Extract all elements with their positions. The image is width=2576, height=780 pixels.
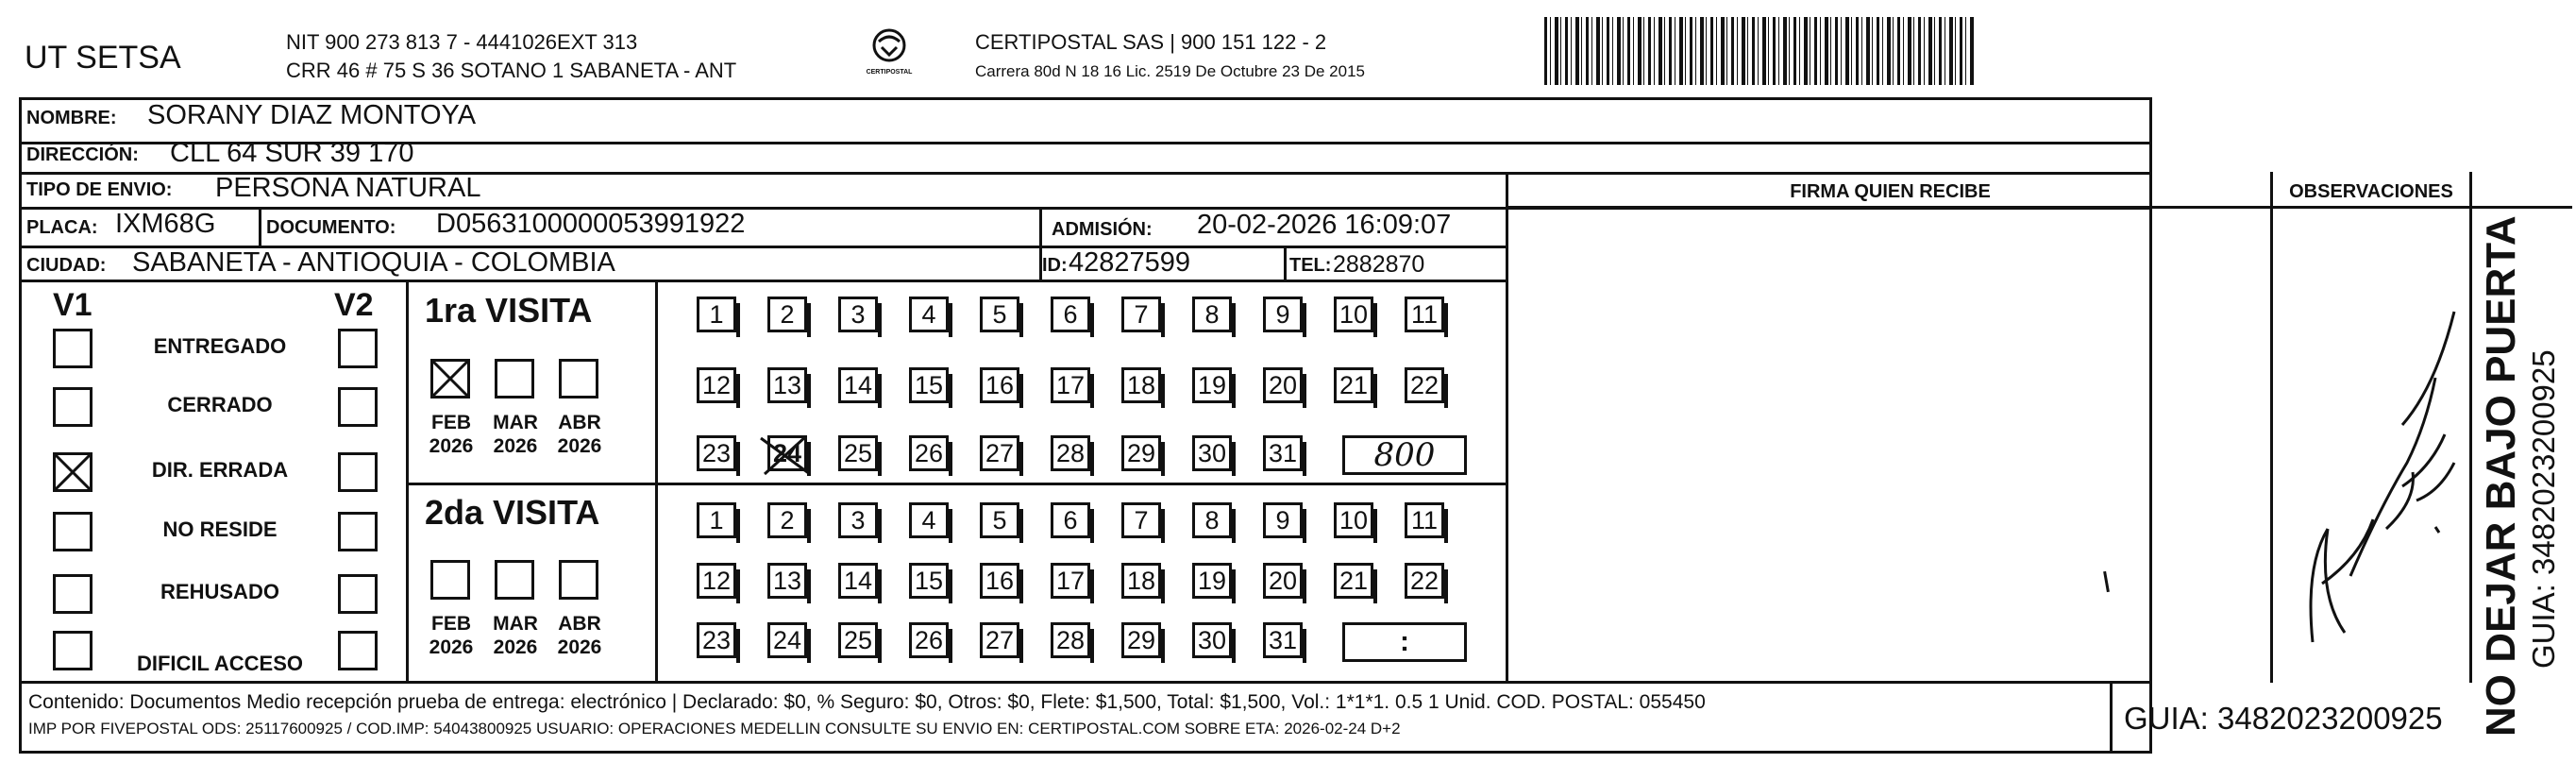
visit1-month-label bbox=[549, 411, 610, 458]
x-mark-icon bbox=[52, 451, 93, 493]
visit1-day-box[interactable]: 24 bbox=[767, 435, 807, 471]
status-v1-checkbox[interactable] bbox=[53, 329, 93, 368]
visit2-day-box[interactable]: 26 bbox=[909, 622, 949, 658]
footer-imp: IMP POR FIVEPOSTAL ODS: 25117600925 / COD.IMP: 54043800925 USUARIO: OPERACIONES MEDELLIN CONSULTE SU ENVIO EN: CERTIPOSTAL.COM SOBRE ETA: 2026-02-24 D+2 bbox=[28, 720, 1401, 738]
id-value: 42827599 bbox=[1069, 247, 1191, 278]
status-option-label: DIR. ERRADA bbox=[151, 458, 289, 482]
ciudad-value: SABANETA - ANTIOQUIA - COLOMBIA bbox=[132, 247, 615, 278]
ciudad-label: CIUDAD: bbox=[26, 255, 107, 276]
company-name: UT SETSA bbox=[25, 40, 181, 76]
visit1-day-box[interactable]: 22 bbox=[1405, 367, 1444, 403]
firma-label: FIRMA QUIEN RECIBE bbox=[1790, 181, 1991, 202]
status-option-label: CERRADO bbox=[167, 393, 273, 416]
visit2-month-label bbox=[421, 612, 481, 659]
visit1-hour-box bbox=[1342, 435, 1467, 475]
certipostal-license: Carrera 80d N 18 16 Lic. 2519 De Octubre 23 De 2015 bbox=[975, 62, 1365, 80]
visit2-day-box[interactable]: 7 bbox=[1121, 502, 1161, 538]
id-label: ID: bbox=[1042, 255, 1068, 276]
visit2-day-box[interactable]: 5 bbox=[980, 502, 1019, 538]
visit2-day-box[interactable]: 16 bbox=[980, 563, 1019, 599]
visit1-day-box[interactable]: 12 bbox=[697, 367, 736, 403]
visit2-month-checkbox[interactable] bbox=[559, 560, 598, 600]
nombre-label: NOMBRE: bbox=[26, 108, 117, 128]
visit1-month-year: 2026 bbox=[429, 435, 474, 457]
visit1-month-year: 2026 bbox=[493, 435, 538, 457]
visit1-day-box[interactable]: 4 bbox=[909, 297, 949, 332]
visit2-hour-box bbox=[1342, 622, 1467, 662]
tipo-envio-label: TIPO DE ENVIO: bbox=[26, 179, 173, 200]
visit2-day-box[interactable]: 31 bbox=[1263, 622, 1303, 658]
visit1-day-box[interactable]: 26 bbox=[909, 435, 949, 471]
visit1-day-box[interactable]: 5 bbox=[980, 297, 1019, 332]
status-v2-checkbox[interactable] bbox=[338, 452, 378, 492]
visit2-day-box[interactable]: 6 bbox=[1051, 502, 1090, 538]
barcode bbox=[1544, 17, 1974, 85]
visit2-day-box[interactable]: 13 bbox=[767, 563, 807, 599]
visit2-day-box[interactable]: 2 bbox=[767, 502, 807, 538]
visit2-day-box[interactable]: 10 bbox=[1334, 502, 1373, 538]
company-nit: NIT 900 273 813 7 - 4441026EXT 313 bbox=[286, 30, 638, 54]
visit2-month-label bbox=[549, 612, 610, 659]
visit1-day-box[interactable]: 25 bbox=[838, 435, 878, 471]
visit2-day-box[interactable]: 29 bbox=[1121, 622, 1161, 658]
visit1-day-box[interactable]: 18 bbox=[1121, 367, 1161, 403]
visit2-day-box[interactable]: 15 bbox=[909, 563, 949, 599]
direccion-label: DIRECCIÓN: bbox=[26, 144, 139, 165]
tel-value: 2882870 bbox=[1333, 251, 1425, 278]
no-dejar-bajo-puerta: NO DEJAR BAJO PUERTA bbox=[2478, 215, 2524, 737]
visit1-day-box[interactable]: 11 bbox=[1405, 297, 1444, 332]
visit1-month-label bbox=[485, 411, 546, 458]
visit1-day-box[interactable]: 19 bbox=[1192, 367, 1232, 403]
visit2-title: 2da VISITA bbox=[425, 493, 600, 532]
visit2-month-checkbox[interactable] bbox=[430, 560, 470, 600]
documento-label: DOCUMENTO: bbox=[266, 217, 396, 238]
side-guia: GUIA: 3482023200925 bbox=[2526, 349, 2561, 669]
status-v1-checkbox[interactable] bbox=[53, 574, 93, 614]
documento-value: D0563100000053991922 bbox=[436, 209, 746, 239]
visit1-day-box[interactable]: 31 bbox=[1263, 435, 1303, 471]
visit2-day-box[interactable]: 4 bbox=[909, 502, 949, 538]
placa-label: PLACA: bbox=[26, 217, 98, 238]
visit1-day-box[interactable]: 23 bbox=[697, 435, 736, 471]
visit1-day-box[interactable]: 14 bbox=[838, 367, 878, 403]
visit1-day-box[interactable]: 27 bbox=[980, 435, 1019, 471]
visit1-day-box[interactable]: 13 bbox=[767, 367, 807, 403]
visit2-day-box[interactable]: 18 bbox=[1121, 563, 1161, 599]
day-cross-icon bbox=[757, 432, 816, 478]
status-v1-checkbox[interactable] bbox=[53, 452, 93, 492]
visit2-day-box[interactable]: 30 bbox=[1192, 622, 1232, 658]
visit1-day-box[interactable]: 6 bbox=[1051, 297, 1090, 332]
visit1-day-box[interactable]: 17 bbox=[1051, 367, 1090, 403]
visit2-day-box[interactable]: 20 bbox=[1263, 563, 1303, 599]
tel-label: TEL: bbox=[1289, 255, 1332, 276]
visit1-day-box[interactable]: 16 bbox=[980, 367, 1019, 403]
v2-label: V2 bbox=[334, 287, 374, 323]
footer-guia: GUIA: 3482023200925 bbox=[2124, 701, 2443, 736]
tipo-envio-value: PERSONA NATURAL bbox=[215, 173, 481, 203]
visit1-month-checkbox[interactable] bbox=[559, 359, 598, 398]
visit2-day-box[interactable]: 27 bbox=[980, 622, 1019, 658]
visit2-month-year: 2026 bbox=[493, 636, 538, 658]
visit2-day-box[interactable]: 8 bbox=[1192, 502, 1232, 538]
visit1-day-box[interactable]: 30 bbox=[1192, 435, 1232, 471]
visit1-day-box[interactable]: 8 bbox=[1192, 297, 1232, 332]
status-option-label: DIFICIL ACCESO bbox=[136, 652, 303, 675]
status-option-label: ENTREGADO bbox=[153, 334, 287, 358]
visit1-day-box[interactable]: 2 bbox=[767, 297, 807, 332]
visit2-month-name: ABR bbox=[558, 613, 601, 635]
visit1-day-box[interactable]: 29 bbox=[1121, 435, 1161, 471]
visit1-title: 1ra VISITA bbox=[425, 291, 593, 330]
visit2-day-box[interactable]: 17 bbox=[1051, 563, 1090, 599]
visit1-day-box[interactable]: 3 bbox=[838, 297, 878, 332]
direccion-value: CLL 64 SUR 39 170 bbox=[170, 138, 414, 168]
footer-contenido: Contenido: Documentos Medio recepción prueba de entrega: electrónico | Declarado: $0, % Seguro: $0, Otros: $0, Flete: $1,500, Total: $1,500, Vol.: 1*1*1. 0.5 1 Unid. COD. POSTAL: 055450 bbox=[28, 691, 1706, 713]
visit2-month-name: FEB bbox=[431, 613, 471, 635]
visit2-month-name: MAR bbox=[493, 613, 538, 635]
status-v2-checkbox[interactable] bbox=[338, 631, 378, 670]
visit1-month-year: 2026 bbox=[557, 435, 602, 457]
visit1-day-box[interactable]: 15 bbox=[909, 367, 949, 403]
visit2-month-year: 2026 bbox=[429, 636, 474, 658]
visit1-day-box[interactable]: 7 bbox=[1121, 297, 1161, 332]
visit1-month-name: ABR bbox=[558, 412, 601, 433]
placa-value: IXM68G bbox=[115, 209, 216, 239]
visit1-day-box[interactable]: 9 bbox=[1263, 297, 1303, 332]
visit2-day-box[interactable]: 12 bbox=[697, 563, 736, 599]
status-v2-checkbox[interactable] bbox=[338, 574, 378, 614]
visit1-day-box[interactable]: 28 bbox=[1051, 435, 1090, 471]
visit2-day-box[interactable]: 22 bbox=[1405, 563, 1444, 599]
certipostal-logo bbox=[855, 26, 923, 76]
visit2-day-box[interactable]: 1 bbox=[697, 502, 736, 538]
visit2-month-checkbox[interactable] bbox=[495, 560, 534, 600]
status-v1-checkbox[interactable] bbox=[53, 387, 93, 427]
visit2-day-box[interactable]: 21 bbox=[1334, 563, 1373, 599]
visit1-month-checkbox[interactable] bbox=[430, 359, 470, 398]
visit2-day-box[interactable]: 25 bbox=[838, 622, 878, 658]
visit2-day-box[interactable]: 19 bbox=[1192, 563, 1232, 599]
visit1-month-name: FEB bbox=[431, 412, 471, 433]
company-address: CRR 46 # 75 S 36 SOTANO 1 SABANETA - ANT bbox=[286, 59, 737, 82]
status-v2-checkbox[interactable] bbox=[338, 329, 378, 368]
logo-text: CERTIPOSTAL bbox=[866, 69, 913, 76]
visit2-month-year: 2026 bbox=[557, 636, 602, 658]
visit1-day-box[interactable]: 1 bbox=[697, 297, 736, 332]
visit2-day-box[interactable]: 24 bbox=[767, 622, 807, 658]
visit1-month-checkbox[interactable] bbox=[495, 359, 534, 398]
observaciones-label: OBSERVACIONES bbox=[2289, 181, 2453, 202]
visit2-day-box[interactable]: 23 bbox=[697, 622, 736, 658]
admision-value: 20-02-2026 16:09:07 bbox=[1197, 210, 1452, 240]
status-v2-checkbox[interactable] bbox=[338, 387, 378, 427]
visit2-day-box[interactable]: 9 bbox=[1263, 502, 1303, 538]
admision-label: ADMISIÓN: bbox=[1052, 219, 1153, 240]
visit2-day-box[interactable]: 3 bbox=[838, 502, 878, 538]
side-text bbox=[2478, 123, 2572, 737]
status-option-label: NO RESIDE bbox=[162, 517, 278, 541]
visit2-month-label bbox=[485, 612, 546, 659]
nombre-value: SORANY DIAZ MONTOYA bbox=[147, 100, 477, 130]
visit1-day-box[interactable]: 20 bbox=[1263, 367, 1303, 403]
status-v1-checkbox[interactable] bbox=[53, 631, 93, 670]
visit2-day-box[interactable]: 28 bbox=[1051, 622, 1090, 658]
status-v2-checkbox[interactable] bbox=[338, 512, 378, 551]
v1-label: V1 bbox=[53, 287, 93, 323]
visit1-hour: 800 bbox=[1373, 436, 1436, 474]
handwritten-signature bbox=[2294, 283, 2464, 661]
visit1-month-label bbox=[421, 411, 481, 458]
visit2-day-box[interactable]: 11 bbox=[1405, 502, 1444, 538]
visit1-day-box[interactable]: 10 bbox=[1334, 297, 1373, 332]
status-v1-checkbox[interactable] bbox=[53, 512, 93, 551]
visit2-hour: : bbox=[1400, 626, 1409, 657]
status-option-label: REHUSADO bbox=[160, 580, 279, 603]
certipostal-title: CERTIPOSTAL SAS | 900 151 122 - 2 bbox=[975, 30, 1327, 54]
visit2-day-box[interactable]: 14 bbox=[838, 563, 878, 599]
visit1-month-name: MAR bbox=[493, 412, 538, 433]
visit1-day-box[interactable]: 21 bbox=[1334, 367, 1373, 403]
logo-icon bbox=[870, 26, 908, 64]
x-mark-icon bbox=[429, 358, 471, 399]
